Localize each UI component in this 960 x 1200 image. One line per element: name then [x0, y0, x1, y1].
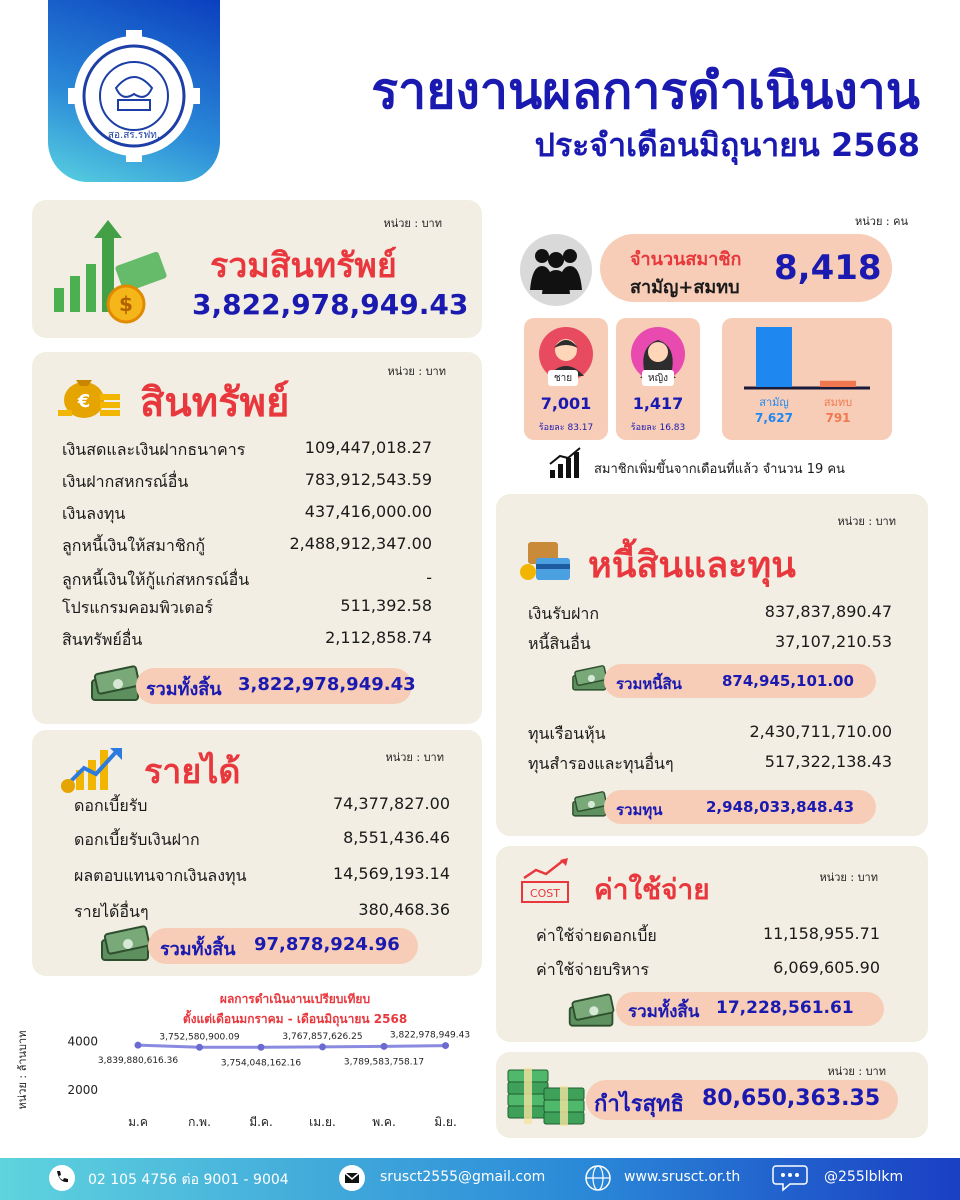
row-label: ลูกหนี้เงินให้กู้แก่สหกรณ์อื่น	[62, 570, 250, 589]
member-type-bar-chart	[722, 318, 892, 440]
x-tick-label: มี.ค.	[249, 1115, 273, 1129]
row-value: 8,551,436.46	[343, 828, 450, 847]
performance-line-chart	[10, 1030, 490, 1140]
email-icon	[338, 1164, 366, 1192]
y-tick-label: 4000	[67, 1034, 98, 1049]
unit-label: หน่วย : บาท	[387, 365, 446, 378]
unit-label: หน่วย : บาท	[827, 1065, 886, 1078]
row-value: 2,112,858.74	[325, 628, 432, 647]
income-total-label: รวมทั้งสิ้น	[160, 939, 236, 960]
money-bag-icon	[58, 370, 122, 420]
row-value: 783,912,543.59	[304, 470, 432, 489]
wallet-card-icon	[518, 536, 572, 586]
member-increase-text: สมาชิกเพิ่มขึ้นจากเดือนที่แล้ว จำนวน 19 คน	[594, 462, 845, 477]
row-label: รายได้อื่นๆ	[74, 902, 149, 921]
male-label: ชาย	[553, 373, 573, 384]
liabilities-title: หนี้สินและทุน	[588, 545, 796, 586]
data-point	[381, 1043, 388, 1050]
row-value: 6,069,605.90	[773, 958, 880, 977]
unit-label: หน่วย : บาท	[385, 751, 444, 764]
growth-chart-icon	[60, 744, 126, 796]
expenses-total-label: รวมทั้งสิ้น	[628, 1002, 700, 1022]
assets-total-label: รวมทั้งสิ้น	[146, 679, 222, 700]
male-percent: ร้อยละ 83.17	[538, 423, 594, 433]
data-label: 3,839,880,616.36	[97, 1056, 179, 1067]
x-tick-label: ม.ค	[128, 1115, 148, 1129]
row-label: ดอกเบี้ยรับเงินฝาก	[74, 830, 200, 849]
income-total-value: 97,878,924.96	[254, 934, 400, 955]
expenses-total-value: 17,228,561.61	[716, 998, 854, 1018]
phone-icon	[48, 1164, 76, 1192]
data-point	[258, 1044, 265, 1051]
debt-total-label: รวมหนี้สิน	[616, 675, 682, 693]
data-point	[196, 1044, 203, 1051]
expenses-card	[496, 846, 928, 1042]
members-total: 8,418	[774, 248, 882, 288]
bar-value-label: 7,627	[755, 411, 793, 425]
members-label-1: จำนวนสมาชิก	[630, 249, 742, 270]
row-label: เงินฝากสหกรณ์อื่น	[62, 472, 189, 491]
bar-1	[820, 381, 856, 387]
row-label: โปรแกรมคอมพิวเตอร์	[62, 598, 213, 617]
cash-stack-icon	[98, 920, 154, 964]
x-tick-label: มิ.ย.	[434, 1115, 457, 1129]
row-label: ทุนสำรองและทุนอื่นๆ	[528, 754, 674, 773]
page-subtitle: ประจำเดือนมิถุนายน 2568	[534, 126, 920, 164]
assets-total-value: 3,822,978,949.43	[238, 674, 416, 695]
y-tick-label: 2000	[67, 1082, 98, 1097]
unit-label: หน่วย : บาท	[819, 871, 878, 884]
bar-category-label: สมทบ	[823, 396, 853, 409]
unit-label: หน่วย : บาท	[837, 515, 896, 528]
svg-text:สอ.สร.รฟท.: สอ.สร.รฟท.	[107, 130, 161, 141]
footer-phone[interactable]: 02 105 4756 ต่อ 9001 - 9004	[88, 1172, 289, 1188]
footer-email[interactable]: srusct2555@gmail.com	[380, 1169, 546, 1185]
row-value: 109,447,018.27	[304, 438, 432, 457]
row-value: 37,107,210.53	[774, 632, 892, 651]
chart-title: ผลการดำเนินงานเปรียบเทียบ	[219, 992, 371, 1006]
unit-label: หน่วย : คน	[855, 215, 908, 228]
row-value: 2,488,912,347.00	[289, 534, 432, 553]
data-label: 3,789,583,758.17	[343, 1057, 425, 1068]
row-value: 14,569,193.14	[332, 864, 450, 883]
row-value: 437,416,000.00	[304, 502, 432, 521]
equity-total-label: รวมทุน	[616, 801, 663, 819]
series-line	[138, 1045, 446, 1047]
chat-bubble-icon	[772, 1162, 808, 1192]
assets-title: สินทรัพย์	[140, 380, 290, 426]
debt-total-value: 874,945,101.00	[722, 672, 854, 690]
footer-website[interactable]: www.srusct.or.th	[624, 1169, 741, 1185]
row-label: ทุนเรือนหุ้น	[528, 724, 606, 743]
bar-0	[756, 327, 792, 387]
page-title: รายงานผลการดำเนินงาน	[371, 62, 920, 120]
equity-total-value: 2,948,033,848.43	[706, 798, 855, 816]
income-card	[32, 730, 482, 976]
chart-subtitle: ตั้งแต่เดือนมกราคม - เดือนมิถุนายน 2568	[182, 1012, 408, 1026]
female-label: หญิง	[648, 373, 668, 384]
row-label: ดอกเบี้ยรับ	[74, 796, 148, 815]
row-label: ลูกหนี้เงินให้สมาชิกกู้	[62, 536, 206, 555]
income-title: รายได้	[144, 752, 241, 792]
data-label: 3,754,048,162.16	[220, 1058, 302, 1069]
profit-card	[496, 1052, 928, 1138]
data-point	[442, 1042, 449, 1049]
bar-category-label: สามัญ	[759, 396, 789, 409]
row-label: ค่าใช้จ่ายดอกเบี้ย	[536, 926, 657, 945]
row-label: ค่าใช้จ่ายบริหาร	[536, 960, 649, 979]
cost-chart-icon	[520, 858, 574, 904]
row-value: 2,430,711,710.00	[749, 722, 892, 741]
total-assets-label: รวมสินทรัพย์	[210, 246, 397, 286]
x-tick-label: ก.พ.	[188, 1115, 211, 1129]
row-value: 11,158,955.71	[762, 924, 880, 943]
data-label: 3,767,857,626.25	[282, 1031, 363, 1042]
data-label: 3,752,580,900.09	[159, 1032, 240, 1043]
row-value: 380,468.36	[358, 900, 450, 919]
data-label: 3,822,978,949.43	[389, 1030, 471, 1041]
x-tick-label: พ.ค.	[372, 1115, 396, 1129]
row-label: สินทรัพย์อื่น	[62, 630, 143, 649]
footer-line-id[interactable]: @255lblkm	[824, 1169, 904, 1185]
row-value: 74,377,827.00	[332, 794, 450, 813]
row-value: 837,837,890.47	[764, 602, 892, 621]
female-percent: ร้อยละ 16.83	[630, 423, 686, 433]
row-value: 511,392.58	[340, 596, 432, 615]
expenses-title: ค่าใช้จ่าย	[594, 873, 710, 906]
cash-stack-icon	[566, 988, 618, 1030]
row-value: -	[426, 568, 432, 587]
svg-text:€: €	[77, 391, 91, 412]
money-pile-icon	[504, 1066, 588, 1132]
globe-icon	[584, 1164, 612, 1192]
data-point	[319, 1043, 326, 1050]
svg-text:$: $	[119, 292, 133, 316]
row-label: เงินสดและเงินฝากธนาคาร	[62, 440, 246, 459]
svg-text:COST: COST	[529, 887, 561, 900]
members-label-2: สามัญ+สมทบ	[630, 277, 740, 298]
group-people-icon	[528, 244, 584, 294]
profit-value: 80,650,363.35	[702, 1086, 881, 1111]
female-count: 1,417	[632, 394, 684, 413]
assets-card	[32, 352, 482, 724]
bar-value-label: 791	[825, 411, 851, 425]
liabilities-card	[496, 494, 928, 836]
total-assets-card	[32, 200, 482, 338]
row-label: ผลตอบแทนจากเงินลงทุน	[74, 866, 247, 885]
y-axis-label: หน่วย : ล้านบาท	[16, 1030, 29, 1110]
profit-label: กำไรสุทธิ	[594, 1092, 684, 1117]
total-assets-value: 3,822,978,949.43	[192, 288, 469, 321]
male-count: 7,001	[540, 394, 592, 413]
cooperative-logo	[68, 30, 200, 162]
row-label: เงินรับฝาก	[528, 604, 600, 623]
rising-chart-icon	[548, 446, 582, 480]
row-label: หนี้สินอื่น	[528, 634, 591, 653]
data-point	[135, 1042, 142, 1049]
unit-label: หน่วย : บาท	[383, 217, 442, 230]
row-value: 517,322,138.43	[764, 752, 892, 771]
row-label: เงินลงทุน	[62, 504, 126, 523]
money-growth-icon	[48, 218, 168, 328]
x-tick-label: เม.ย.	[309, 1115, 336, 1129]
